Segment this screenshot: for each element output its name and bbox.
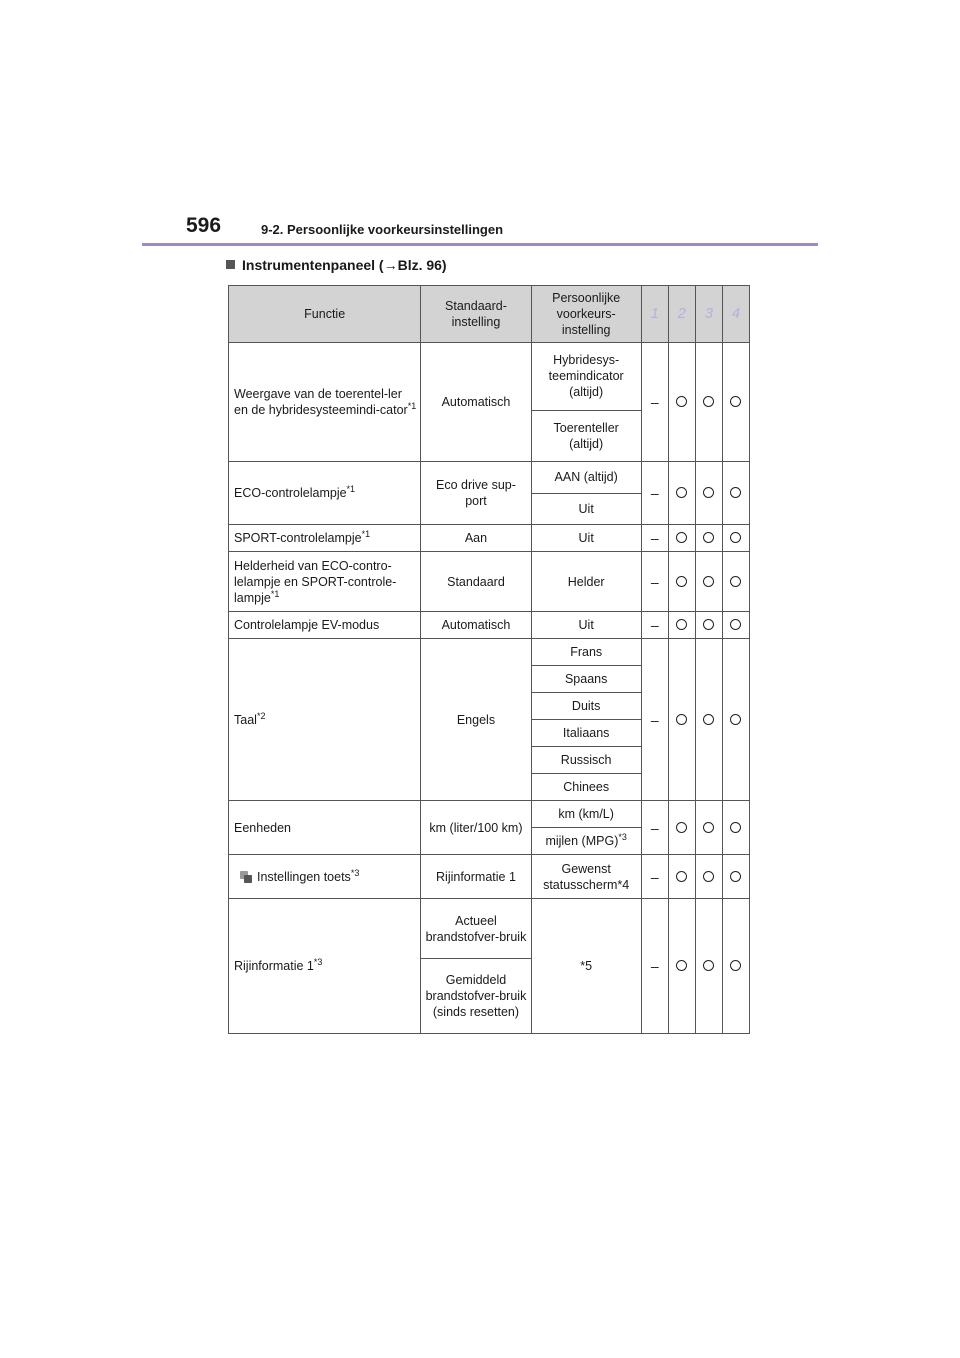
dash-mark: – bbox=[641, 552, 668, 612]
dash-mark: – bbox=[641, 462, 668, 525]
function-cell: ECO-controlelampje$^{*1}$ bbox=[229, 462, 421, 525]
circle-mark bbox=[695, 899, 722, 1034]
circle-mark bbox=[668, 899, 695, 1034]
circle-mark bbox=[695, 855, 722, 899]
option-cell: Italiaans bbox=[531, 720, 641, 747]
function-cell: Controlelampje EV-modus bbox=[229, 612, 421, 639]
circle-mark bbox=[695, 343, 722, 462]
circle-mark bbox=[722, 552, 749, 612]
default-cell: Rijinformatie 1 bbox=[421, 855, 531, 899]
circle-mark bbox=[722, 801, 749, 855]
col-default: Standaard-instelling bbox=[421, 286, 531, 343]
circle-mark bbox=[668, 639, 695, 801]
circle-mark bbox=[722, 525, 749, 552]
circle-mark bbox=[722, 462, 749, 525]
option-cell: Gewenst statusscherm*4 bbox=[531, 855, 641, 899]
function-cell: Eenheden bbox=[229, 801, 421, 855]
settings-table bbox=[228, 285, 750, 1034]
option-cell: Uit bbox=[531, 525, 641, 552]
dash-mark: – bbox=[641, 801, 668, 855]
col-num-3: 3 bbox=[695, 286, 722, 343]
option-cell: Chinees bbox=[531, 774, 641, 801]
option-cell: mijlen (MPG)$^{*3}$ bbox=[531, 828, 641, 855]
table-row bbox=[229, 343, 750, 411]
section-header: 9-2. Persoonlijke voorkeursinstellingen bbox=[261, 222, 504, 237]
circle-mark bbox=[722, 612, 749, 639]
col-num-4: 4 bbox=[722, 286, 749, 343]
circle-mark bbox=[722, 639, 749, 801]
dash-mark: – bbox=[641, 855, 668, 899]
table-header-row bbox=[229, 286, 750, 343]
circle-mark bbox=[722, 343, 749, 462]
table-row bbox=[229, 801, 750, 828]
table-row bbox=[229, 552, 750, 612]
circle-mark bbox=[695, 525, 722, 552]
default-cell: Engels bbox=[421, 639, 531, 801]
option-cell: Actueel brandstofver-bruik bbox=[421, 899, 531, 959]
option-cell: Uit bbox=[531, 612, 641, 639]
section-title bbox=[226, 257, 447, 273]
option-cell: Hybridesys-teemindicator (altijd) bbox=[531, 343, 641, 411]
col-function: Functie bbox=[229, 286, 421, 343]
dash-mark: – bbox=[641, 343, 668, 462]
dash-mark: – bbox=[641, 899, 668, 1034]
dash-mark: – bbox=[641, 612, 668, 639]
circle-mark bbox=[722, 899, 749, 1034]
default-cell: *5 bbox=[531, 899, 641, 1034]
circle-mark bbox=[668, 855, 695, 899]
table-row bbox=[229, 855, 750, 899]
table-row bbox=[229, 612, 750, 639]
table-row bbox=[229, 639, 750, 666]
circle-mark bbox=[695, 612, 722, 639]
default-cell: Standaard bbox=[421, 552, 531, 612]
option-cell: Gemiddeld brandstofver-bruik (sinds resetten) bbox=[421, 959, 531, 1034]
function-cell: Taal$^{*2}$ bbox=[229, 639, 421, 801]
circle-mark bbox=[668, 612, 695, 639]
section-title-text: Instrumentenpaneel (→Blz. 96) bbox=[242, 257, 447, 273]
col-num-2: 2 bbox=[668, 286, 695, 343]
option-cell: Toerenteller (altijd) bbox=[531, 410, 641, 461]
circle-mark bbox=[668, 801, 695, 855]
dash-mark: – bbox=[641, 525, 668, 552]
default-cell: Automatisch bbox=[421, 612, 531, 639]
function-cell: Weergave van de toerentel-ler en de hybridesysteemindi-cator$^{*1}$ bbox=[229, 343, 421, 462]
circle-mark bbox=[695, 639, 722, 801]
header-divider bbox=[142, 243, 818, 246]
page-number: 596 bbox=[186, 214, 222, 237]
option-cell: Helder bbox=[531, 552, 641, 612]
option-cell: Russisch bbox=[531, 747, 641, 774]
function-cell: Rijinformatie 1$^{*3}$ bbox=[229, 899, 421, 1034]
option-cell: Uit bbox=[531, 493, 641, 525]
function-cell: Helderheid van ECO-contro-lelampje en SPORT-controle-lampje$^{*1}$ bbox=[229, 552, 421, 612]
table-row bbox=[229, 899, 750, 959]
circle-mark bbox=[695, 801, 722, 855]
option-cell: Spaans bbox=[531, 666, 641, 693]
option-cell: km (km/L) bbox=[531, 801, 641, 828]
default-cell: Automatisch bbox=[421, 343, 531, 462]
dash-mark: – bbox=[641, 639, 668, 801]
col-personal: Persoonlijke voorkeurs-instelling bbox=[531, 286, 641, 343]
circle-mark bbox=[668, 343, 695, 462]
circle-mark bbox=[668, 462, 695, 525]
option-cell: Duits bbox=[531, 693, 641, 720]
circle-mark bbox=[668, 552, 695, 612]
col-num-1: 1 bbox=[641, 286, 668, 343]
table-row bbox=[229, 525, 750, 552]
settings-button-icon bbox=[240, 871, 252, 883]
circle-mark bbox=[722, 855, 749, 899]
default-cell: km (liter/100 km) bbox=[421, 801, 531, 855]
square-bullet-icon bbox=[226, 260, 235, 269]
circle-mark bbox=[695, 462, 722, 525]
circle-mark bbox=[668, 525, 695, 552]
default-cell: Eco drive sup-port bbox=[421, 462, 531, 525]
function-cell: Instellingen toets$^{*3}$ bbox=[229, 855, 421, 899]
option-cell: AAN (altijd) bbox=[531, 462, 641, 494]
table-row bbox=[229, 462, 750, 494]
default-cell: Aan bbox=[421, 525, 531, 552]
circle-mark bbox=[695, 552, 722, 612]
function-cell: SPORT-controlelampje$^{*1}$ bbox=[229, 525, 421, 552]
option-cell: Frans bbox=[531, 639, 641, 666]
